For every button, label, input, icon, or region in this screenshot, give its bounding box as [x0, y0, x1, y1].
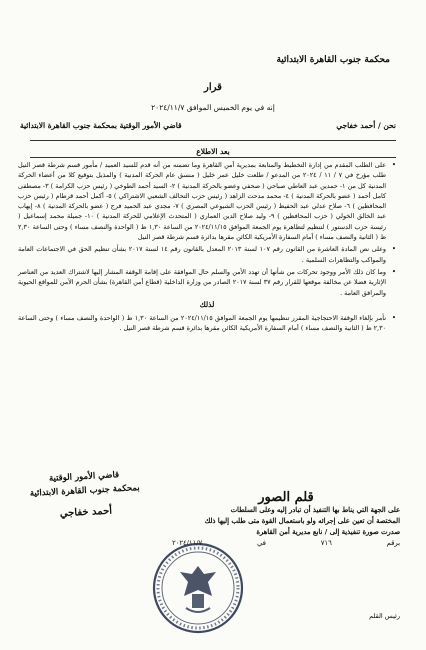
- copy-number-label: برقم: [386, 539, 400, 547]
- therefore-heading: لذلك: [199, 299, 215, 309]
- judge-signature-court: بمحكمة جنوب القاهرة الابتدائية: [29, 483, 140, 499]
- egyptian-eagle-seal-icon: [150, 540, 246, 636]
- after-review-heading: بعد الاطلاع: [196, 147, 230, 156]
- judge-signature-name: أحمد خفاجي: [59, 505, 113, 520]
- copy-date: ٢٠٢٤/١١/٧: [172, 539, 203, 547]
- divider: [30, 140, 396, 141]
- judge-signature-title: قاضي الأمور الوقتية: [48, 470, 120, 484]
- executive-copy-line: صدرت صورة تنفيذية إلى / نابع مديرية أمن القاهرة: [256, 528, 400, 536]
- judge-prefix: نحن / أحمد خفاجي: [336, 121, 396, 130]
- paragraph-request: • على الطلب المقدم من إدارة التخطيط والمتابعة بمديرية أمن القاهرة وما تضمنه من أنه قدم للسيد العميد / مأمور قسم شرطة قصر النيل طلب مؤرخ في ٧ / ١١ / ٢٠٢٤ من المدعو / طلعت خليل عمر خليل ( منسق عام الحركة المدنية ) والمذيل بتوقيع كلا من أعضاء الحركة المدنية كل من ١- حمدين عبد العاطي صباحي ( صحفي وعضو بالحركة المدنية ) ٢- السيد أحمد الطوخي ( رئيس حزب الكرامة ) ٣- مصطفى كامل أحمد ( عضو بالحركة المدنية ) ٤- محمد مدحت الزاهد ( رئيس حزب التحالف الشعبي الاشتراكي ) ٥- أكمل أحمد قرطام ( رئيس حزب المحافظين ) ٦- صلاح عدلي عبد الحفيظ ( رئيس الحزب الشيوعي المصري ) ٧- مجدي عبد الحميد فرج ( عضو بالحركة المدنية ) ٨- إيهاب عبد الخالق الخولي ( حزب المحافظين ) ٩- وليد صلاح الدين العماري ( المتحدث الإعلامي للحركة المدنية ) ١٠- جميلة محمد إسماعيل ( رئيسة حزب الدستور ) لتنظيم لتظاهرة يوم الجمعة الموافق ٢٠٢٤/١١/١٥ من الساعة ١,٣٠ ظ ( الواحدة والنصف مساء ) وحتى الساعة ٢,٣٠ ظ ( الثانية والنصف مساء ) أمام السفارة الأمريكية الكائن مقرها بدائرة قسم شرطة قصر النيل: [18, 160, 396, 242]
- enforcement-line-2: المختصة أن تعين على إجرائه ولو باستعمال القوة متى طلب إليها ذلك: [204, 517, 400, 525]
- court-name: محكمة جنوب القاهرة الابتدائية: [276, 55, 390, 65]
- decision-body: [18, 160, 396, 336]
- paragraph-ruling: • نأمر بإلغاء الوقفة الاحتجاجية المقرر تنظيمها يوم الجمعة الموافق ٢٠٢٤/١١/١٥ من الساعة ١,٣٠ ظ ( الواحدة والنصف مساء ) وحتى الساعة ٢,٣٠ ظ ( الثانية والنصف مساء ) أمام السفارة الأمريكية الكائن مقرها بدائرة قسم شرطة قصر النيل .: [18, 313, 396, 334]
- head-of-office-label: رئيس القلم: [369, 612, 400, 620]
- copy-number: ٧١٦: [320, 539, 332, 547]
- copies-office-heading: قلم الصور: [258, 490, 314, 505]
- decision-title: قرار: [204, 82, 222, 93]
- judge-signature-block: [24, 467, 146, 523]
- divider: [30, 157, 396, 158]
- paragraph-law: • وعلى نص المادة العاشرة من القانون رقم ١٠٧ لسنة ٢٠١٣ المعدل بالقانون رقم ١٤ لسنة ٢٠١٧ بشأن تنظيم الحق في الاجتماعات العامة والمواكب والتظاهرات السلمية .: [18, 244, 396, 265]
- judge-title: قاضي الأمور الوقتية بمحكمة جنوب القاهرة الابتدائية: [20, 121, 182, 130]
- decision-date-line: إنه في يوم الخميس الموافق ٢٠٢٤/١١/٧: [151, 103, 275, 112]
- judge-line: [20, 121, 396, 130]
- enforcement-line-1: على الجهة التي يناط بها التنفيذ أن تبادر إليه وعلى السلطات: [230, 506, 400, 514]
- paragraph-reasoning: • وما كان ذلك الأمر ووجود تحركات من شأنها أن تهدد الأمن والسلم حال الموافقة على إقامة الوقفة المشار إليها لاشتراك العديد من العناصر الإثارية فضلا عن مخالفة موقعها للقرار رقم ٣٧ لسنة ٢٠١٧ الصادر من وزارة الداخلية (قطاع أمن القاهرة) بشأن الحرم الآمن للمواقع الحيوية والمرافق العامة .: [18, 267, 396, 298]
- copy-date-label: في: [257, 539, 266, 547]
